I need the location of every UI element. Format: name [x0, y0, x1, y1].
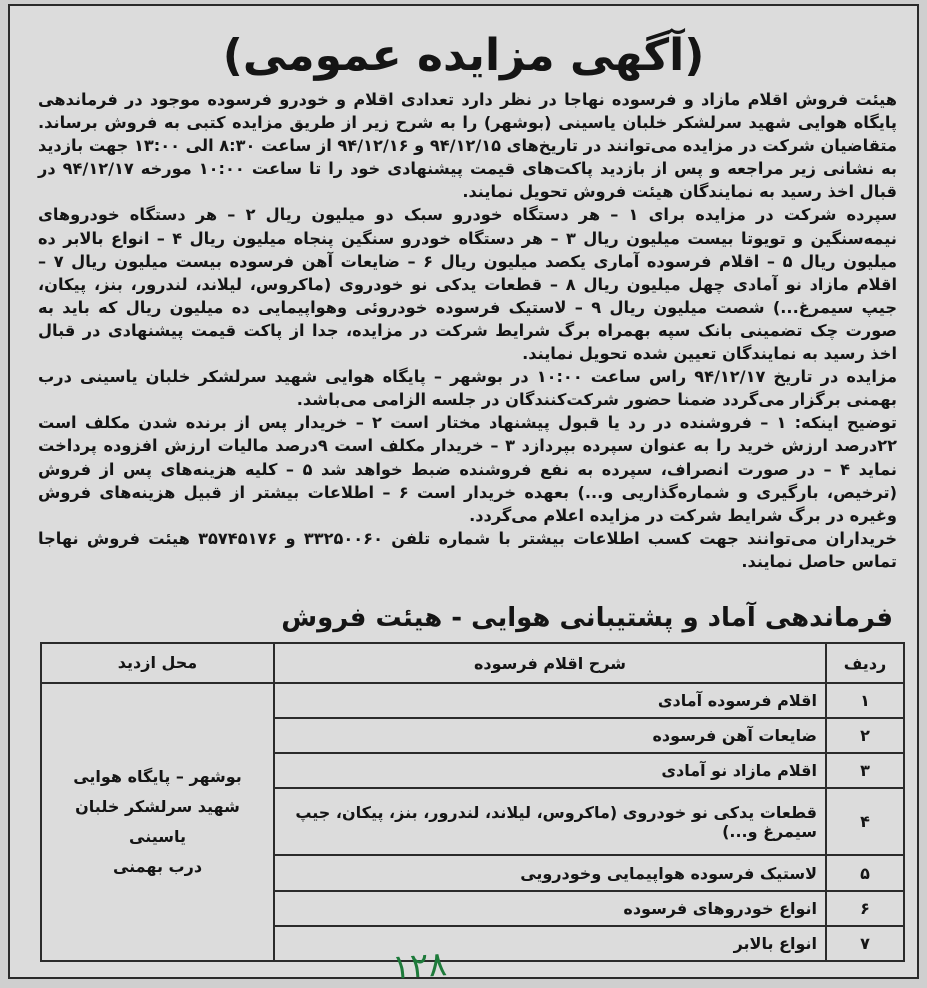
header-row-no: ردیف	[826, 643, 904, 683]
visit-location	[41, 683, 274, 961]
table-header-row	[41, 643, 904, 683]
auction-date-paragraph: مزایده در تاریخ ۹۴/۱۲/۱۷ راس ساعت ۱۰:۰۰ در بوشهر – پایگاه هوایی شهید سرلشکر خلبان یاسینی درب بهمنی برگزار می‌گردد ضمنا حضور شرکت‌کنندگان در جلسه الزامی می‌باشد.	[38, 367, 897, 410]
row-description: اقلام فرسوده آمادی	[274, 683, 826, 718]
row-description: انواع بالابر	[274, 926, 826, 961]
location-line: شهید سرلشکر خلبان یاسینی	[75, 797, 240, 846]
row-description: ضایعات آهن فرسوده	[274, 718, 826, 753]
table-row	[41, 683, 904, 718]
location-line: بوشهر – پایگاه هوایی	[73, 767, 242, 786]
row-description: لاستیک فرسوده هواپیمایی وخودرویی	[274, 855, 826, 890]
row-number: ۷	[826, 926, 904, 961]
row-number: ۵	[826, 855, 904, 890]
header-location: محل ازدید	[41, 643, 274, 683]
notice-title: (آگهی مزایده عمومی)	[222, 30, 705, 81]
row-description: قطعات یدکی نو خودروی (ماکروس، لیلاند، لندرور، بنز، پیکان، جیپ سیمرغ و...)	[274, 788, 826, 855]
row-number: ۱	[826, 683, 904, 718]
handwritten-number: ۱۲۸	[390, 944, 449, 988]
row-number: ۳	[826, 753, 904, 788]
notice-body	[38, 88, 897, 573]
section-heading: فرماندهی آماد و پشتیبانی هوایی - هیئت فروش	[281, 603, 893, 633]
row-number: ۲	[826, 718, 904, 753]
header-description: شرح اقلام فرسوده	[274, 643, 826, 683]
contact-paragraph: خریداران می‌توانند جهت کسب اطلاعات بیشتر با شماره تلفن ۳۳۲۵۰۰۶۰ و ۳۵۷۴۵۱۷۶ هیئت فروش نهاجا تماس حاصل نمایند.	[38, 528, 897, 571]
row-description: انواع خودروهای فرسوده	[274, 891, 826, 926]
row-description: اقلام مازاد نو آمادی	[274, 753, 826, 788]
terms-paragraph: توضیح اینکه: ۱ – فروشنده در رد یا قبول پیشنهاد مختار است ۲ – خریدار پس از برنده شدن مکلف است ۲۲درصد ارزش خرید را به عنوان سپرده بپردازد ۳ – خریدار مکلف است ۹درصد مالیات ارزش افزوده پرداخت نماید ۴ – در صورت انصراف، سپرده به نفع فروشنده ضبط خواهد شد ۵ – کلیه هزینه‌های پس از فروش (ترخیص، بارگیری و شماره‌گذاریی و...) بعهده خریدار است ۶ – اطلاعات بیشتر از قبیل هزینه‌های فروش وغیره در برگ شرایط شرکت در مزایده اعلام می‌گردد.	[38, 413, 898, 525]
row-number: ۶	[826, 891, 904, 926]
location-line: درب بهمنی	[112, 857, 203, 876]
auction-notice	[8, 4, 919, 988]
items-table	[40, 642, 905, 962]
row-number: ۴	[826, 788, 904, 855]
intro-paragraph: هیئت فروش اقلام مازاد و فرسوده نهاجا در نظر دارد تعدادی اقلام و خودرو فرسوده موجود در فرماندهی پایگاه هوایی شهید سرلشکر خلبان یاسینی (بوشهر) را به شرح زیر از طریق مزایده کتبی به فروش برساند. متقاضیان شرکت در مزایده می‌توانند در تاریخ‌های ۹۴/۱۲/۱۵ و ۹۴/۱۲/۱۶ از ساعت ۸:۳۰ الی ۱۳:۰۰ جهت بازدید به نشانی زیر مراجعه و پس از بازدید پاکت‌های قیمت پیشنهادی خود را تا ساعت ۱۰:۰۰ مورخه ۹۴/۱۲/۱۷ در قبال اخذ رسید به نمایندگان هیئت فروش تحویل نمایند.	[38, 90, 897, 202]
deposit-paragraph: سپرده شرکت در مزایده برای ۱ – هر دستگاه خودرو سبک دو میلیون ریال ۲ – هر دستگاه خودروهای نیمه‌سنگین و تویوتا بیست میلیون ریال ۳ – هر دستگاه خودرو سنگین پنجاه میلیون ریال ۴ – انواع بالابر ده میلیون ریال ۵ – اقلام فرسوده آماری یکصد میلیون ریال ۶ – ضایعات آهن فرسوده بیست میلیون ریال ۷ – اقلام مازاد نو آمادی چهل میلیون ریال ۸ – قطعات یدکی نو خودروی (ماکروس، لیلاند، لندرور، بنز، پیکان، جیپ سیمرغ...) شصت میلیون ریال ۹ – لاستیک فرسوده خودروئی وهواپیمایی ده میلیون ریال که باید به صورت چک تضمینی بانک سپه بهمراه برگ شرایط شرکت در مزایده، جدا از پاکت قیمت پیشنهادی در قبال اخذ رسید به نمایندگان تعیین شده تحویل نمایند.	[38, 205, 898, 364]
